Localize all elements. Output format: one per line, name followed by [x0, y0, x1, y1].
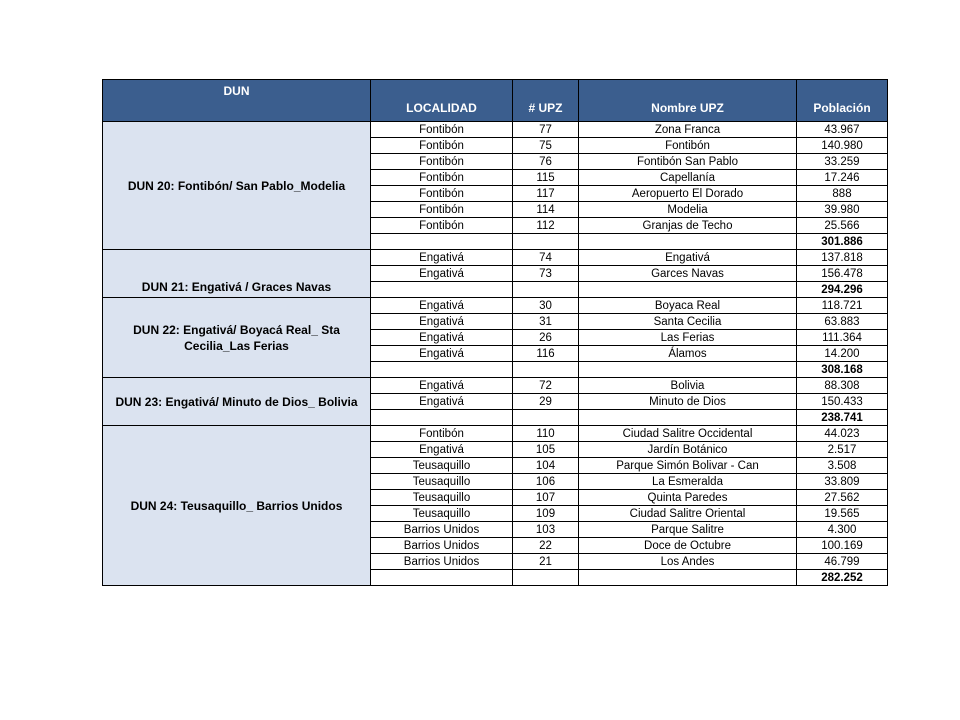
localidad-cell: Engativá [371, 442, 513, 458]
poblacion-cell: 88.308 [797, 378, 888, 394]
header-upz-number: # UPZ [513, 80, 579, 122]
poblacion-cell: 118.721 [797, 298, 888, 314]
upz-name-cell: Doce de Octubre [579, 538, 797, 554]
localidad-cell: Engativá [371, 298, 513, 314]
group-total-poblacion: 238.741 [797, 410, 888, 426]
table-row [103, 378, 888, 394]
upz-name-cell: Fontibón San Pablo [579, 154, 797, 170]
upz-number-cell: 29 [513, 394, 579, 410]
poblacion-cell: 39.980 [797, 202, 888, 218]
group-total-poblacion: 282.252 [797, 570, 888, 586]
upz-name-cell: Santa Cecilia [579, 314, 797, 330]
upz-number-cell: 109 [513, 506, 579, 522]
localidad-cell: Teusaquillo [371, 506, 513, 522]
empty-cell [371, 234, 513, 250]
upz-number-cell: 75 [513, 138, 579, 154]
empty-cell [579, 234, 797, 250]
upz-name-cell: Modelia [579, 202, 797, 218]
upz-name-cell: La Esmeralda [579, 474, 797, 490]
poblacion-cell: 100.169 [797, 538, 888, 554]
upz-name-cell: Garces Navas [579, 266, 797, 282]
poblacion-cell: 43.967 [797, 122, 888, 138]
poblacion-cell: 4.300 [797, 522, 888, 538]
poblacion-cell: 888 [797, 186, 888, 202]
empty-cell [371, 410, 513, 426]
dun-group-label: DUN 24: Teusaquillo_ Barrios Unidos [103, 426, 371, 586]
dun-group-label: DUN 20: Fontibón/ San Pablo_Modelia [103, 122, 371, 250]
empty-cell [513, 282, 579, 298]
upz-name-cell: Parque Salitre [579, 522, 797, 538]
localidad-cell: Fontibón [371, 170, 513, 186]
header-upz-name: Nombre UPZ [579, 80, 797, 122]
upz-name-cell: Fontibón [579, 138, 797, 154]
upz-name-cell: Minuto de Dios [579, 394, 797, 410]
table-row [103, 426, 888, 442]
empty-cell [513, 570, 579, 586]
dun-group-label: DUN 22: Engativá/ Boyacá Real_ Sta Cecilia_Las Ferias [103, 298, 371, 378]
upz-number-cell: 112 [513, 218, 579, 234]
upz-number-cell: 30 [513, 298, 579, 314]
poblacion-cell: 14.200 [797, 346, 888, 362]
poblacion-cell: 33.809 [797, 474, 888, 490]
upz-number-cell: 31 [513, 314, 579, 330]
empty-cell [513, 234, 579, 250]
poblacion-cell: 25.566 [797, 218, 888, 234]
dun-population-table [102, 79, 888, 586]
empty-cell [513, 362, 579, 378]
localidad-cell: Barrios Unidos [371, 538, 513, 554]
poblacion-cell: 3.508 [797, 458, 888, 474]
localidad-cell: Fontibón [371, 426, 513, 442]
upz-name-cell: Zona Franca [579, 122, 797, 138]
poblacion-cell: 156.478 [797, 266, 888, 282]
upz-name-cell: Aeropuerto El Dorado [579, 186, 797, 202]
localidad-cell: Engativá [371, 266, 513, 282]
empty-cell [371, 282, 513, 298]
upz-name-cell: Parque Simón Bolivar - Can [579, 458, 797, 474]
poblacion-cell: 63.883 [797, 314, 888, 330]
empty-cell [579, 282, 797, 298]
poblacion-cell: 137.818 [797, 250, 888, 266]
upz-number-cell: 104 [513, 458, 579, 474]
upz-name-cell: Jardín Botánico [579, 442, 797, 458]
upz-number-cell: 74 [513, 250, 579, 266]
upz-number-cell: 107 [513, 490, 579, 506]
table-header [103, 80, 888, 122]
upz-name-cell: Granjas de Techo [579, 218, 797, 234]
localidad-cell: Engativá [371, 250, 513, 266]
upz-number-cell: 105 [513, 442, 579, 458]
upz-name-cell: Bolivia [579, 378, 797, 394]
header-poblacion: Población [797, 80, 888, 122]
header-dun: DUN [103, 80, 371, 122]
table-row [103, 250, 888, 266]
upz-number-cell: 26 [513, 330, 579, 346]
localidad-cell: Engativá [371, 330, 513, 346]
localidad-cell: Engativá [371, 394, 513, 410]
localidad-cell: Fontibón [371, 154, 513, 170]
upz-number-cell: 116 [513, 346, 579, 362]
poblacion-cell: 2.517 [797, 442, 888, 458]
group-total-poblacion: 294.296 [797, 282, 888, 298]
table-body [103, 122, 888, 586]
upz-number-cell: 115 [513, 170, 579, 186]
localidad-cell: Barrios Unidos [371, 554, 513, 570]
dun-group-label: DUN 21: Engativá / Graces Navas [103, 250, 371, 298]
poblacion-cell: 33.259 [797, 154, 888, 170]
table-row [103, 122, 888, 138]
poblacion-cell: 19.565 [797, 506, 888, 522]
localidad-cell: Fontibón [371, 218, 513, 234]
poblacion-cell: 150.433 [797, 394, 888, 410]
localidad-cell: Teusaquillo [371, 458, 513, 474]
localidad-cell: Engativá [371, 378, 513, 394]
localidad-cell: Engativá [371, 314, 513, 330]
upz-number-cell: 110 [513, 426, 579, 442]
upz-number-cell: 117 [513, 186, 579, 202]
upz-name-cell: Ciudad Salitre Oriental [579, 506, 797, 522]
upz-name-cell: Las Ferias [579, 330, 797, 346]
empty-cell [371, 362, 513, 378]
upz-name-cell: Ciudad Salitre Occidental [579, 426, 797, 442]
dun-group-label: DUN 23: Engativá/ Minuto de Dios_ Bolivia [103, 378, 371, 426]
localidad-cell: Fontibón [371, 186, 513, 202]
header-row [103, 80, 888, 122]
upz-number-cell: 76 [513, 154, 579, 170]
empty-cell [579, 570, 797, 586]
localidad-cell: Teusaquillo [371, 474, 513, 490]
empty-cell [371, 570, 513, 586]
upz-number-cell: 21 [513, 554, 579, 570]
poblacion-cell: 46.799 [797, 554, 888, 570]
upz-name-cell: Engativá [579, 250, 797, 266]
upz-name-cell: Quinta Paredes [579, 490, 797, 506]
poblacion-cell: 111.364 [797, 330, 888, 346]
localidad-cell: Fontibón [371, 202, 513, 218]
localidad-cell: Teusaquillo [371, 490, 513, 506]
upz-name-cell: Álamos [579, 346, 797, 362]
upz-number-cell: 103 [513, 522, 579, 538]
upz-name-cell: Los Andes [579, 554, 797, 570]
localidad-cell: Barrios Unidos [371, 522, 513, 538]
upz-number-cell: 22 [513, 538, 579, 554]
upz-name-cell: Capellanía [579, 170, 797, 186]
group-total-poblacion: 308.168 [797, 362, 888, 378]
upz-number-cell: 114 [513, 202, 579, 218]
upz-number-cell: 106 [513, 474, 579, 490]
empty-cell [513, 410, 579, 426]
empty-cell [579, 410, 797, 426]
empty-cell [579, 362, 797, 378]
upz-number-cell: 77 [513, 122, 579, 138]
poblacion-cell: 17.246 [797, 170, 888, 186]
localidad-cell: Fontibón [371, 122, 513, 138]
table-row [103, 298, 888, 314]
upz-number-cell: 73 [513, 266, 579, 282]
group-total-poblacion: 301.886 [797, 234, 888, 250]
poblacion-cell: 44.023 [797, 426, 888, 442]
poblacion-cell: 140.980 [797, 138, 888, 154]
upz-name-cell: Boyaca Real [579, 298, 797, 314]
header-localidad: LOCALIDAD [371, 80, 513, 122]
localidad-cell: Engativá [371, 346, 513, 362]
poblacion-cell: 27.562 [797, 490, 888, 506]
localidad-cell: Fontibón [371, 138, 513, 154]
upz-number-cell: 72 [513, 378, 579, 394]
